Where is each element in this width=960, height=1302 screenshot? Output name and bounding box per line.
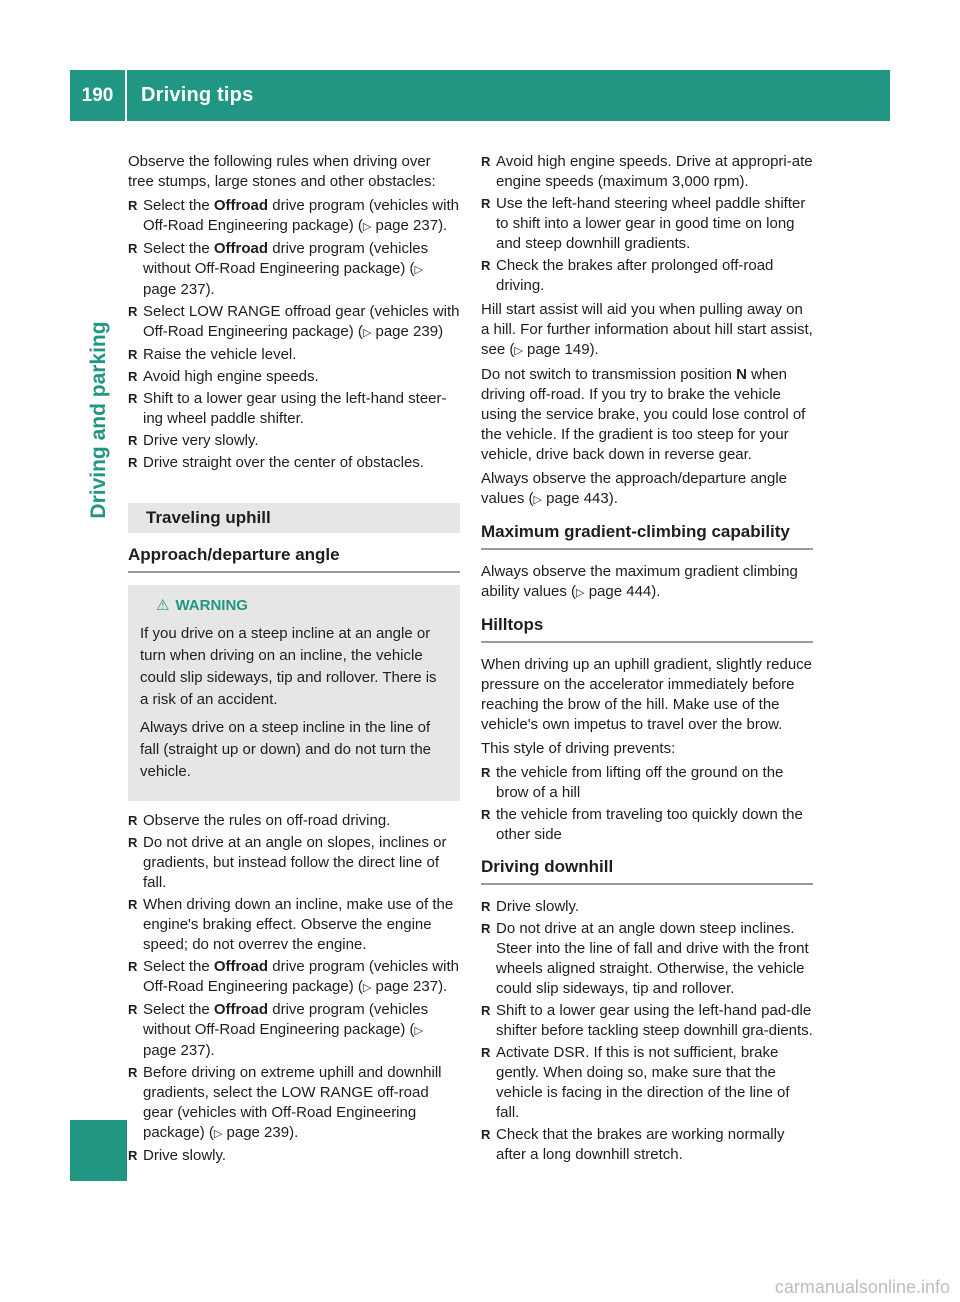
obstacle-rules-list — [128, 196, 460, 473]
bullet-icon: R — [481, 1045, 491, 1060]
gradient-text: Always observe the maximum gradient climbing ability values ( — [481, 563, 798, 600]
page-ref-arrow-icon: ▷ — [414, 264, 424, 276]
item-text: Observe the rules on off-road driving. — [143, 812, 391, 829]
item-text: Select the — [143, 197, 214, 214]
item-text: Select the — [143, 240, 214, 257]
list-item — [128, 453, 460, 473]
bullet-icon: R — [128, 897, 138, 912]
header-bar — [70, 70, 890, 121]
list-item — [128, 895, 460, 955]
page-ref-arrow-icon: ▷ — [533, 494, 542, 506]
hilltops-paragraph: When driving up an uphill gradient, slightly reduce pressure on the accelerator immediately before reaching the brow of the hill. Make use of the vehicle's own impetus to travel over the brow. — [481, 656, 813, 733]
bullet-icon: R — [481, 899, 491, 914]
transmission-text: Do not switch to transmission position — [481, 366, 737, 383]
list-item — [481, 763, 813, 803]
list-item — [128, 389, 460, 429]
bullet-icon: R — [128, 433, 138, 448]
list-item — [481, 897, 813, 917]
list-item — [481, 805, 813, 845]
item-text: Raise the vehicle level. — [143, 346, 297, 363]
page-reference[interactable]: page 237). — [143, 281, 215, 298]
page-reference[interactable]: page 237). — [375, 978, 448, 995]
page-reference[interactable]: page 239). — [226, 1124, 299, 1141]
page-reference[interactable]: page 237). — [375, 217, 448, 234]
item-text: Check that the brakes are working normally after a long downhill stretch. — [496, 1126, 785, 1163]
list-item — [128, 345, 460, 365]
uphill-rules-list — [128, 811, 460, 1166]
bullet-icon: R — [128, 1065, 138, 1080]
heading-driving-downhill: Driving downhill — [481, 857, 813, 885]
prevents-paragraph: This style of driving prevents: — [481, 740, 676, 757]
item-text: Before driving on extreme uphill and downhill gradients, select the LOW RANGE off-road gear (vehicles with Off-Road Engineering package) ( — [143, 1064, 442, 1141]
list-item — [128, 833, 460, 893]
side-tab-background — [70, 121, 127, 1181]
angle-text: Always observe the approach/departure angle values ( — [481, 470, 788, 507]
list-item — [481, 1043, 813, 1123]
list-item — [128, 431, 460, 451]
bullet-icon: R — [128, 347, 138, 362]
bullet-icon: R — [128, 391, 138, 406]
page-reference[interactable]: page 239) — [375, 323, 444, 340]
list-item — [128, 811, 460, 831]
transmission-paragraph — [481, 365, 813, 465]
item-text: Drive slowly. — [496, 898, 580, 915]
item-text: Drive slowly. — [143, 1147, 227, 1164]
list-item — [481, 1125, 813, 1165]
bullet-icon: R — [128, 1002, 138, 1017]
item-text: Drive straight over the center of obstacles. — [143, 454, 424, 471]
gradient-paragraph — [481, 562, 813, 603]
bullet-icon: R — [481, 258, 491, 273]
chapter-tab-label: Driving and parking — [87, 317, 111, 522]
intro-paragraph: Observe the following rules when driving over tree stumps, large stones and other obstacles: — [128, 153, 436, 190]
bullet-icon: R — [128, 198, 138, 213]
engine-rules-list — [481, 152, 813, 296]
item-bold-text: Offroad — [213, 958, 269, 975]
item-text: Do not drive at an angle down steep inclines. Steer into the line of fall and drive with the front wheels aligned straight. Otherwise, the vehicle could slip sideways, tip and rollover. — [496, 920, 809, 997]
bullet-icon: R — [128, 304, 138, 319]
bullet-icon: R — [128, 241, 138, 256]
angle-paragraph — [481, 469, 813, 510]
prevents-list — [481, 763, 813, 845]
item-bold-text: Offroad — [213, 1001, 269, 1018]
bullet-icon: R — [481, 154, 491, 169]
list-item — [128, 196, 460, 237]
page-ref-arrow-icon: ▷ — [362, 982, 372, 994]
list-item — [128, 1063, 460, 1144]
page-ref-arrow-icon: ▷ — [362, 221, 372, 233]
item-bold-text: Offroad — [213, 197, 269, 214]
page-ref-arrow-icon: ▷ — [213, 1128, 223, 1140]
list-item — [481, 919, 813, 999]
side-tab-marker — [70, 1120, 127, 1181]
warning-header — [140, 595, 448, 617]
bullet-icon: R — [128, 835, 138, 850]
item-text-cont: drive program (vehicles without Off-Road Engineering package) ( — [143, 1001, 429, 1038]
hill-start-paragraph — [481, 300, 813, 361]
bullet-icon: R — [128, 455, 138, 470]
heading-approach-departure-angle: Approach/departure angle — [128, 545, 460, 573]
warning-triangle-icon: ⚠ — [156, 597, 170, 614]
item-text: Check the brakes after prolonged off-road driving. — [496, 257, 774, 294]
item-text: When driving down an incline, make use of the engine's braking effect. Observe the engine speed; do not overrev the engine. — [143, 896, 454, 953]
page-ref-arrow-icon: ▷ — [576, 587, 585, 599]
item-text: Do not drive at an angle on slopes, inclines or gradients, but instead follow the direct line of fall. — [143, 834, 447, 891]
item-text: Avoid high engine speeds. Drive at appropri-ate engine speeds (maximum 3,000 rpm). — [496, 153, 813, 190]
bullet-icon: R — [128, 1148, 138, 1163]
page-title: Driving tips — [141, 84, 254, 106]
item-text: Select LOW RANGE offroad gear (vehicles with Off-Road Engineering package) ( — [143, 303, 460, 340]
bullet-icon: R — [481, 1127, 491, 1142]
warning-text-2: Always drive on a steep incline in the line of fall (straight up or down) and do not turn the vehicle. — [140, 719, 432, 780]
warning-box — [128, 585, 460, 801]
list-item — [128, 1146, 460, 1166]
page-number: 190 — [70, 70, 127, 121]
item-text: Select the — [143, 1001, 214, 1018]
heading-hilltops: Hilltops — [481, 615, 813, 643]
right-column — [481, 152, 813, 1169]
item-text-cont: drive program (vehicles without Off-Road Engineering package) ( — [143, 240, 429, 277]
bullet-icon: R — [481, 1003, 491, 1018]
section-title: Traveling uphill — [128, 503, 460, 533]
list-item — [481, 194, 813, 254]
list-item — [128, 367, 460, 387]
item-text: the vehicle from traveling too quickly down the other side — [496, 806, 803, 843]
bullet-icon: R — [481, 196, 491, 211]
list-item — [128, 957, 460, 998]
list-item — [128, 239, 460, 300]
list-item — [481, 152, 813, 192]
downhill-rules-list — [481, 897, 813, 1165]
page-ref-arrow-icon: ▷ — [362, 327, 372, 339]
item-text-cont: drive program (vehicles with Off-Road Engineering package) ( — [143, 197, 459, 234]
gear-n: N — [736, 366, 747, 383]
left-column — [128, 152, 460, 1170]
page-reference[interactable]: page 443). — [546, 490, 618, 507]
item-text: Activate DSR. If this is not sufficient, brake gently. When doing so, make sure that the vehicle is facing in the direction of the line of fall. — [496, 1044, 790, 1121]
list-item — [128, 302, 460, 343]
page-ref-arrow-icon: ▷ — [514, 345, 523, 357]
item-text: Avoid high engine speeds. — [143, 368, 319, 385]
list-item — [128, 1000, 460, 1061]
transmission-text-cont: when driving off-road. If you try to brake the vehicle using the service brake, you could lose control of the vehicle. If the gradient is too steep for your vehicle, drive back down in reverse gear. — [481, 366, 806, 463]
bullet-icon: R — [481, 765, 491, 780]
item-bold-text: Offroad — [213, 240, 269, 257]
item-text: the vehicle from lifting off the ground on the brow of a hill — [496, 764, 784, 801]
bullet-icon: R — [481, 807, 491, 822]
bullet-icon: R — [128, 813, 138, 828]
warning-text-1: If you drive on a steep incline at an angle or turn when driving on an incline, the vehicle could slip sideways, tip and rollover. There is a risk of an accident. — [140, 625, 437, 708]
bullet-icon: R — [481, 921, 491, 936]
item-text: Use the left-hand steering wheel paddle shifter to shift into a lower gear in good time on long and steep downhill gradients. — [496, 195, 806, 252]
item-text: Shift to a lower gear using the left-hand steer-ing wheel paddle shifter. — [143, 390, 447, 427]
page-reference[interactable]: page 444). — [588, 583, 661, 600]
warning-title: WARNING — [175, 597, 248, 614]
page-ref-arrow-icon: ▷ — [414, 1025, 424, 1037]
item-text: Select the — [143, 958, 214, 975]
item-text: Drive very slowly. — [143, 432, 259, 449]
page-reference[interactable]: page 237). — [143, 1042, 215, 1059]
item-text: Shift to a lower gear using the left-hand pad-dle shifter before tackling steep downhill gra-dients. — [496, 1002, 813, 1039]
bullet-icon: R — [128, 369, 138, 384]
watermark: carmanualsonline.info — [774, 1277, 950, 1297]
list-item — [481, 1001, 813, 1041]
page-reference[interactable]: page 149). — [527, 341, 599, 358]
heading-gradient-climbing: Maximum gradient-climbing capability — [481, 522, 813, 550]
hill-start-text: Hill start assist will aid you when pulling away on a hill. For further information about hill start assist, see ( — [481, 301, 813, 358]
bullet-icon: R — [128, 959, 138, 974]
list-item — [481, 256, 813, 296]
item-text-cont: drive program (vehicles with Off-Road Engineering package) ( — [143, 958, 459, 995]
